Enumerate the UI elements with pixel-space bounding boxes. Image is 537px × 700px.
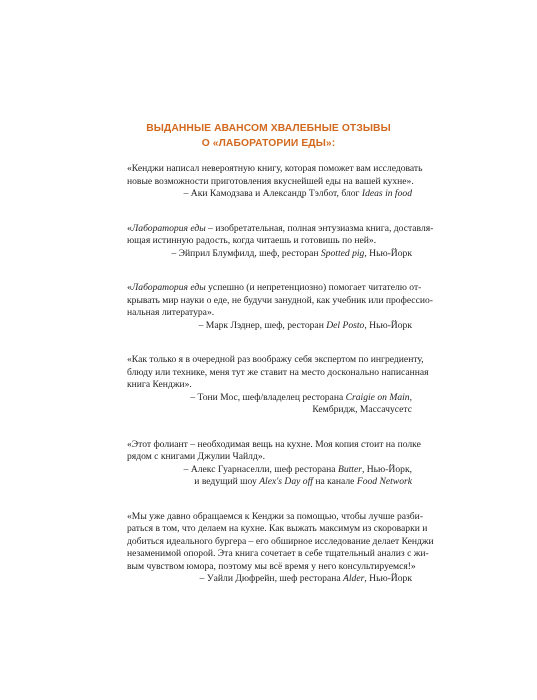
quote-block [127, 282, 433, 332]
quote-attribution [127, 573, 412, 586]
quote-line: раться в том, что делаем на кухне. Как выжать максимум из скороварки и [127, 523, 428, 534]
quote-text [127, 282, 433, 320]
quote-attribution [127, 320, 412, 333]
attribution-line: и ведущий шоу Alex's Day off на канале Food Network [194, 476, 412, 487]
attribution-line: – Марк Лэднер, шеф, ресторан Del Posto, Нью-Йорк [198, 319, 412, 331]
heading-line-2: О «ЛАБОРАТОРИИ ЕДЫ»: [201, 137, 336, 149]
quote-line: «Лаборатория еды успешно (и непретенциозно) помогает читателю от- [127, 282, 422, 293]
quote-block [127, 163, 423, 201]
quote-line: ющая истинную радость, когда читаешь и готовишь по ней». [127, 235, 377, 246]
quote-spacer [127, 201, 412, 223]
quote-spacer [127, 332, 412, 354]
quote-line: крывать мир науки о еде, не будучи занудной, как учебник или профессио- [127, 294, 433, 306]
quote-line: новые возможности приготовления вкуснейшей еды на вашей кухне». [127, 175, 414, 187]
quote-line: нальная литература». [127, 307, 215, 318]
attribution-line: – Аки Камодзава и Александр Тэлбот, блог Ideas in food [183, 188, 412, 199]
quote-block [127, 354, 429, 417]
quote-spacer [127, 489, 412, 511]
heading-line-1: ВЫДАННЫЕ АВАНСОМ ХВАЛЕБНЫЕ ОТЗЫВЫ [146, 123, 391, 134]
page-heading [0, 122, 537, 151]
quote-block [127, 222, 434, 261]
quote-text [127, 354, 429, 392]
quote-line: блюду или технике, меня тут же ставит на место досконально написанная [127, 366, 429, 378]
quote-line: незаменимой опорой. Эта книга сочетает в себе тщательный анализ с жи- [127, 548, 429, 559]
quote-line: книга Кенджи». [127, 379, 192, 390]
attribution-line: – Эйприл Блумфилд, шеф, ресторан Spotted pig, Нью-Йорк [171, 247, 412, 259]
attribution-line: – Тони Мос, шеф/владелец ресторана Craigie on Main, [190, 391, 412, 403]
quote-line: «Кенджи написал невероятную книгу, которая поможет вам исследовать [127, 163, 423, 174]
quote-text [127, 163, 423, 188]
quote-attribution [127, 464, 412, 489]
quote-line: «Как только я в очередной раз воображу себя экспертом по ингредиенту, [127, 354, 424, 365]
quote-spacer [127, 417, 412, 439]
quote-text [127, 510, 434, 574]
quote-attribution [127, 392, 412, 417]
quote-spacer [127, 260, 412, 282]
quote-text [127, 222, 434, 248]
attribution-line: – Алекс Гуарнаселли, шеф ресторана Butter, Нью-Йорк, [183, 463, 412, 475]
quote-attribution [127, 248, 412, 261]
quote-line: добиться идеального бургера – его обширное исследование делает Кенджи [127, 535, 434, 547]
quotes-list [127, 163, 434, 586]
quote-block [127, 510, 434, 586]
attribution-line: – Уайли Дюфрейн, шеф ресторана Alder, Нью-Йорк [199, 573, 412, 584]
quote-line: «Этот фолиант – необходимая вещь на кухне. Моя копия стоит на полке [127, 438, 421, 450]
attribution-line: Кембридж, Массачусетс [312, 404, 412, 415]
quote-line: рядом с книгами Джулии Чайлд». [127, 451, 266, 462]
quote-block [127, 438, 421, 489]
quote-text [127, 438, 421, 464]
quote-line: «Лаборатория еды – изобретательная, полная энтузиазма книга, доставля- [127, 222, 434, 234]
quote-attribution [127, 188, 412, 201]
quote-line: «Мы уже давно обращаемся к Кенджи за помощью, чтобы лучше разби- [127, 510, 424, 522]
quote-line: вым чувством юмора, поэтому мы всё время у него консультируемся!» [127, 560, 416, 572]
